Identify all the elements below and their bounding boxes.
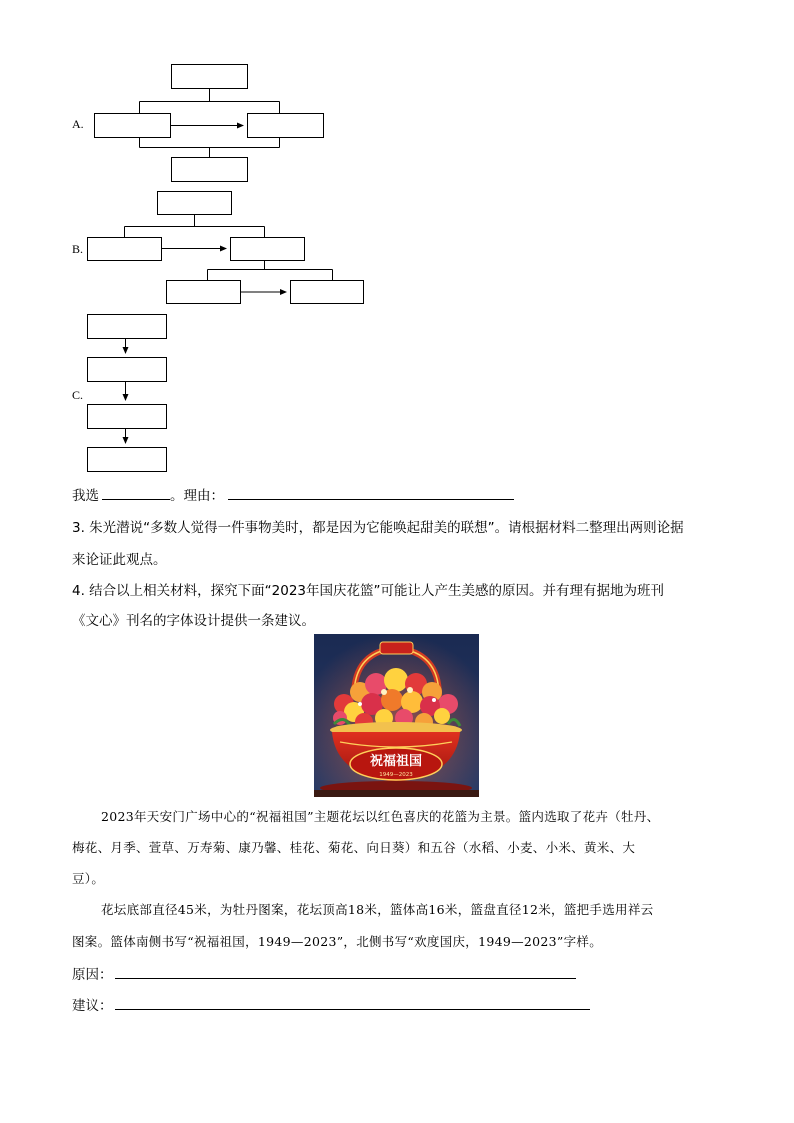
reason-blank[interactable]	[228, 499, 514, 500]
diagram-connectors	[0, 0, 794, 500]
reason-label: 原因：	[72, 967, 113, 983]
caption-p1-line-1: 2023年天安门广场中心的“祝福祖国”主题花坛以红色喜庆的花篮为主景。篮内选取了花卉（牡丹、	[101, 809, 660, 824]
basket-inscription: 祝福祖国	[369, 754, 423, 769]
choose-label: 我选	[72, 488, 99, 504]
suggestion-answer-line[interactable]	[115, 1009, 590, 1010]
option-c-label: C.	[72, 388, 84, 402]
flower-basket-illustration	[314, 634, 479, 797]
reason-inline-label: 。理由：	[170, 488, 224, 504]
reason-answer-line[interactable]	[115, 978, 576, 979]
caption-p2-line-2: 图案。篮体南侧书写“祝福祖国，1949—2023”，北侧书写“欢度国庆，1949—2023”字样。	[72, 934, 603, 949]
caption-p1-line-2: 梅花、月季、萱草、万寿菊、康乃馨、桂花、菊花、向日葵）和五谷（水稻、小麦、小米、黄米、大	[72, 840, 636, 855]
caption-p2-line-1: 花坛底部直径45米，为牡丹图案，花坛顶高18米，篮体高16米，篮盘直径12米，篮把手选用祥云	[101, 902, 654, 917]
flower-basket-photo	[314, 634, 479, 797]
question-4-line-1: 4. 结合以上相关材料，探究下面“2023年国庆花篮”可能让人产生美感的原因。并有理有据地为班刊	[72, 583, 665, 599]
suggestion-label: 建议：	[72, 998, 113, 1014]
caption-p1-line-3: 豆）。	[72, 871, 105, 886]
basket-years: 1949—2023	[379, 772, 413, 778]
option-b-label: B.	[72, 242, 84, 256]
choice-blank[interactable]	[102, 499, 170, 500]
option-a-label: A.	[72, 117, 84, 131]
question-4-line-2: 《文心》刊名的字体设计提供一条建议。	[72, 613, 315, 629]
question-3-line-1: 3. 朱光潜说“多数人觉得一件事物美时，都是因为它能唤起甜美的联想”。请根据材料二整理出两则论据	[72, 520, 684, 536]
question-3-line-2: 来论证此观点。	[72, 552, 167, 568]
